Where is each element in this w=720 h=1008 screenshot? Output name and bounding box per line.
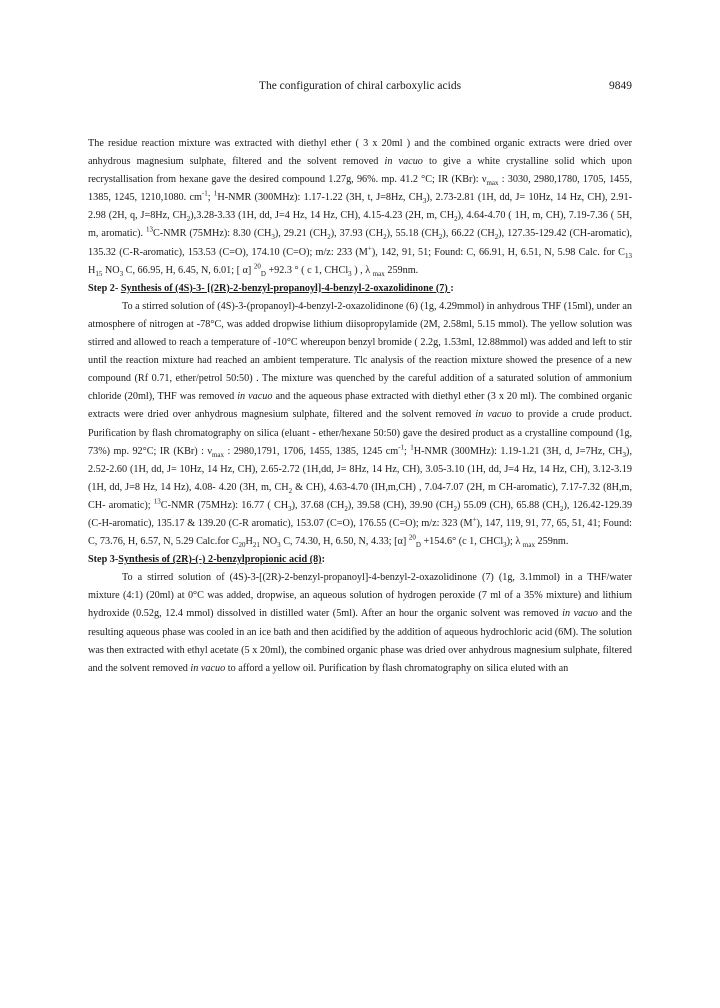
text-run: C-NMR (75MHz): 8.30 (CH	[152, 228, 272, 240]
text-run: +92.3 ° ( c 1, CHCl	[265, 264, 349, 276]
text-run: in vacuo	[475, 409, 512, 421]
text-run: 1	[410, 443, 414, 452]
text-run: 20	[408, 533, 416, 542]
step-title: Synthesis of (2R)-(-) 2-benzylpropionic acid (8)	[118, 554, 322, 566]
text-run: 13	[624, 251, 632, 260]
text-run: H-NMR (300MHz): 1.17-1.22 (3H, t, J=8Hz, CH	[217, 192, 423, 204]
step-label: Step 2-	[88, 282, 121, 294]
text-run: 20	[253, 262, 261, 271]
text-run: ), 147, 119, 91, 77, 65, 51, 41; Found: C, 73.76, H, 6.57, N, 5.29 Calc.for C	[88, 517, 632, 548]
text-run: 2	[438, 233, 443, 242]
text-run: NO	[102, 264, 120, 276]
text-run: ), 126.42-129.39 (C-H-aromatic), 135.17 & 139.20 (C-R aromatic), 153.07 (C=O), 176.55 (C=O); m/z: 323 (M	[88, 499, 633, 529]
text-run: 3	[503, 541, 507, 550]
text-run: max	[372, 269, 385, 278]
text-run: ), 37.68 (CH	[291, 499, 345, 511]
text-run: 3	[271, 233, 275, 242]
text-run: 2	[559, 504, 564, 513]
step-label: Step 3-	[88, 554, 119, 566]
text-run: +	[472, 515, 477, 524]
text-run: -1	[201, 189, 208, 198]
text-run: to give a white crystalline solid which upon recrystallisation from hexane gave the desired compound 1.27g, 96%. mp. 41.2 °C; IR (KBr): ν	[88, 156, 632, 186]
text-run: 2	[383, 233, 387, 242]
text-run: C-NMR (75MHz): 16.77 ( CH	[160, 499, 289, 511]
text-run: +	[367, 244, 372, 253]
text-run: 2	[288, 486, 293, 495]
text-run: ;	[404, 445, 411, 457]
text-run: in vacuo	[384, 156, 423, 168]
text-run: 2	[186, 215, 191, 224]
running-title: The configuration of chiral carboxylic acids	[258, 80, 462, 92]
text-run: 3	[119, 269, 124, 278]
text-run: 1	[213, 189, 218, 198]
text-run: ) 55.09 (CH), 65.88 (CH	[456, 499, 560, 511]
step-heading	[88, 280, 632, 298]
body-paragraph	[88, 135, 632, 280]
text-run: D	[415, 541, 421, 550]
text-run: To a stirred solution of (4S)-3-(propanoyl)-4-benzyl-2-oxazolidinone (6) (1g, 4.29mmol) in anhydrous THF (15ml), under an atmosphere of nitrogen at -78°C, was added dropwise lithium diisopropylamide (2M, 2.58ml, 5.15 mmol). The yellow solution was stirred and allowed to reach a temperature of -10°C whereupon benzyl bromide ( 2.2g, 1.53ml, 12.88mmol) was added and left to stir until the reaction mixture had reached an ambient temperature. Tlc analysis of the reaction mixture showed the presence of a new compound (Rf 0.71, ether/petrol 50:50) . The mixture was quenched by the careful addition of a saturated solution of ammonium chloride (20ml), THF was removed	[88, 300, 632, 403]
text-run: +154.6° (c 1, CHCl	[420, 536, 504, 548]
text-run: 3	[622, 450, 627, 459]
text-run: & CH), 4.63-4.70 (IH,m,CH) , 7.04-7.07 (2H, m CH-aromatic), 7.17-7.32 (8H,m, CH- aromatic);	[88, 481, 632, 511]
step-heading	[88, 551, 632, 569]
text-run: : 3030, 2980,1780, 1705, 1455, 1385, 1245, 1210,1080. cm	[88, 174, 632, 204]
text-run: to afford a yellow oil. Purification by flash chromatography on silica eluted with an	[225, 662, 569, 674]
text-run: H	[88, 264, 96, 276]
text-run: ), 2.52-2.60 (1H, dd, J= 10Hz, 14 Hz, CH), 2.65-2.72 (1H,dd, J= 8Hz, 14 Hz, CH), 3.05-3.10 (1H, dd, J=4 Hz, 14 Hz, CH), 3.12-3.19 (1H, dd, J=8 Hz, 14 Hz), 4.08- 4.20 (3H, m, CH	[88, 445, 632, 493]
text-run: 259nm.	[384, 264, 419, 276]
text-run: ), 66.22 (CH	[442, 228, 495, 240]
text-run: ;	[207, 192, 214, 204]
text-run: ), 55.18 (CH	[386, 228, 439, 240]
text-run: in vacuo	[190, 662, 226, 674]
text-run: ) , λ	[351, 264, 373, 276]
text-run: 2	[494, 233, 499, 242]
text-run: 3	[288, 504, 292, 513]
text-run: and the aqueous phase extracted with diethyl ether (3 x 20 ml). The combined organic extracts were dried over anhydrous magnesium sulphate, filtered and the solvent removed	[88, 391, 633, 421]
text-run: ), 4.64-4.70 ( 1H, m, CH), 7.19-7.36 ( 5H, m, aromatic).	[88, 210, 632, 240]
page-number: 9849	[609, 80, 632, 92]
text-run: D	[260, 269, 266, 278]
text-run: 2	[344, 504, 348, 513]
running-head	[88, 78, 632, 94]
text-run: NO	[259, 536, 278, 548]
text-run: -1	[398, 443, 405, 452]
text-run: 13	[153, 497, 161, 506]
text-run: max	[486, 179, 499, 188]
text-run: 3	[277, 541, 281, 550]
text-run: The residue reaction mixture was extracted with diethyl ether ( 3 x 20ml ) and the combined organic extracts were dried over anhydrous magnesium sulphate, filtered and the solvent removed	[88, 138, 632, 168]
text-run: C, 66.95, H, 6.45, N, 6.01; [ α]	[123, 264, 254, 276]
text-run: ), 127.35-129.42 (CH-aromatic), 135.32 (C-R-aromatic), 153.53 (C=O), 174.10 (C=O); m/z: 233 (M	[88, 228, 633, 258]
text-run: ), 29.21 (CH	[274, 228, 328, 240]
text-run: 2	[453, 504, 457, 513]
text-run: 15	[95, 269, 103, 278]
text-run: 20	[238, 541, 246, 550]
text-run: H	[245, 536, 253, 548]
text-run: in vacuo	[237, 391, 273, 403]
text-run: 2	[327, 233, 331, 242]
text-run: ), 39.58 (CH), 39.90 (CH	[347, 499, 454, 511]
step-trail: :	[321, 554, 325, 566]
text-run: 21	[252, 541, 260, 550]
text-run: 13	[145, 226, 153, 235]
text-run: max	[522, 541, 535, 550]
text-run: ), 37.93 (CH	[330, 228, 384, 240]
text-run: to provide a crude product. Purification by flash chromatography on silica (eluant - ether/hexane 50:50) gave the desired product as a crystalline compound (1g, 73%) mp. 92°C; IR (KBr) : ν	[88, 409, 633, 457]
text-run: To a stirred solution of (4S)-3-[(2R)-2-benzyl-propanoyl]-4-benzyl-2-oxazolidinone (7) (1g, 3.1mmol) in a THF/water mixture (4:1) (20ml) at 0°C was added, dropwise, an aqueous solution of hydrogen peroxide (7 ml of a 35% mixture) and lithium hydroxide (0.52g, 12.4 mmol) dissolved in distilled water (5ml). After an hour the organic solvent was removed	[88, 572, 632, 620]
article-body	[88, 135, 632, 678]
text-run: and the resulting aqueous phase was cooled in an ice bath and then acidified by the addition of aqueous hydrochloric acid (6M). The solution was then extracted with ethyl acetate (5 x 20ml), the combined organic phase was dried over anhydrous magnesium sulphate, filtered and the solvent removed	[88, 608, 633, 674]
text-run: max	[211, 450, 225, 459]
text-run: ),3.28-3.33 (1H, dd, J=4 Hz, 14 Hz, CH), 4.15-4.23 (2H, m, CH	[190, 210, 455, 222]
body-paragraph	[88, 298, 632, 551]
text-run: C, 74.30, H, 6.50, N, 4.33; [α]	[280, 536, 409, 548]
text-run: 2	[454, 215, 458, 224]
text-run: : 2980,1791, 1706, 1455, 1385, 1245 cm	[224, 445, 399, 457]
text-run: in vacuo	[562, 608, 598, 620]
text-run: 3	[422, 197, 427, 206]
text-run: H-NMR (300MHz): 1.19-1.21 (3H, d, J=7Hz, CH	[413, 445, 623, 457]
text-run: ), 142, 91, 51; Found: C, 66.91, H, 6.51, N, 5.98 Calc. for C	[371, 246, 625, 258]
text-run: ); λ	[506, 536, 523, 548]
step-title: Synthesis of (4S)-3- [(2R)-2-benzyl-propanoyl]-4-benzyl-2-oxazolidinone (7)	[120, 282, 451, 294]
text-run: 259nm.	[534, 536, 569, 548]
step-trail: :	[450, 282, 454, 294]
body-paragraph	[88, 569, 632, 678]
text-run: ), 2.73-2.81 (1H, dd, J= 10Hz, 14 Hz, CH), 2.91-2.98 (2H, q, J=8Hz, CH	[88, 192, 632, 222]
text-run: 3	[348, 269, 352, 278]
